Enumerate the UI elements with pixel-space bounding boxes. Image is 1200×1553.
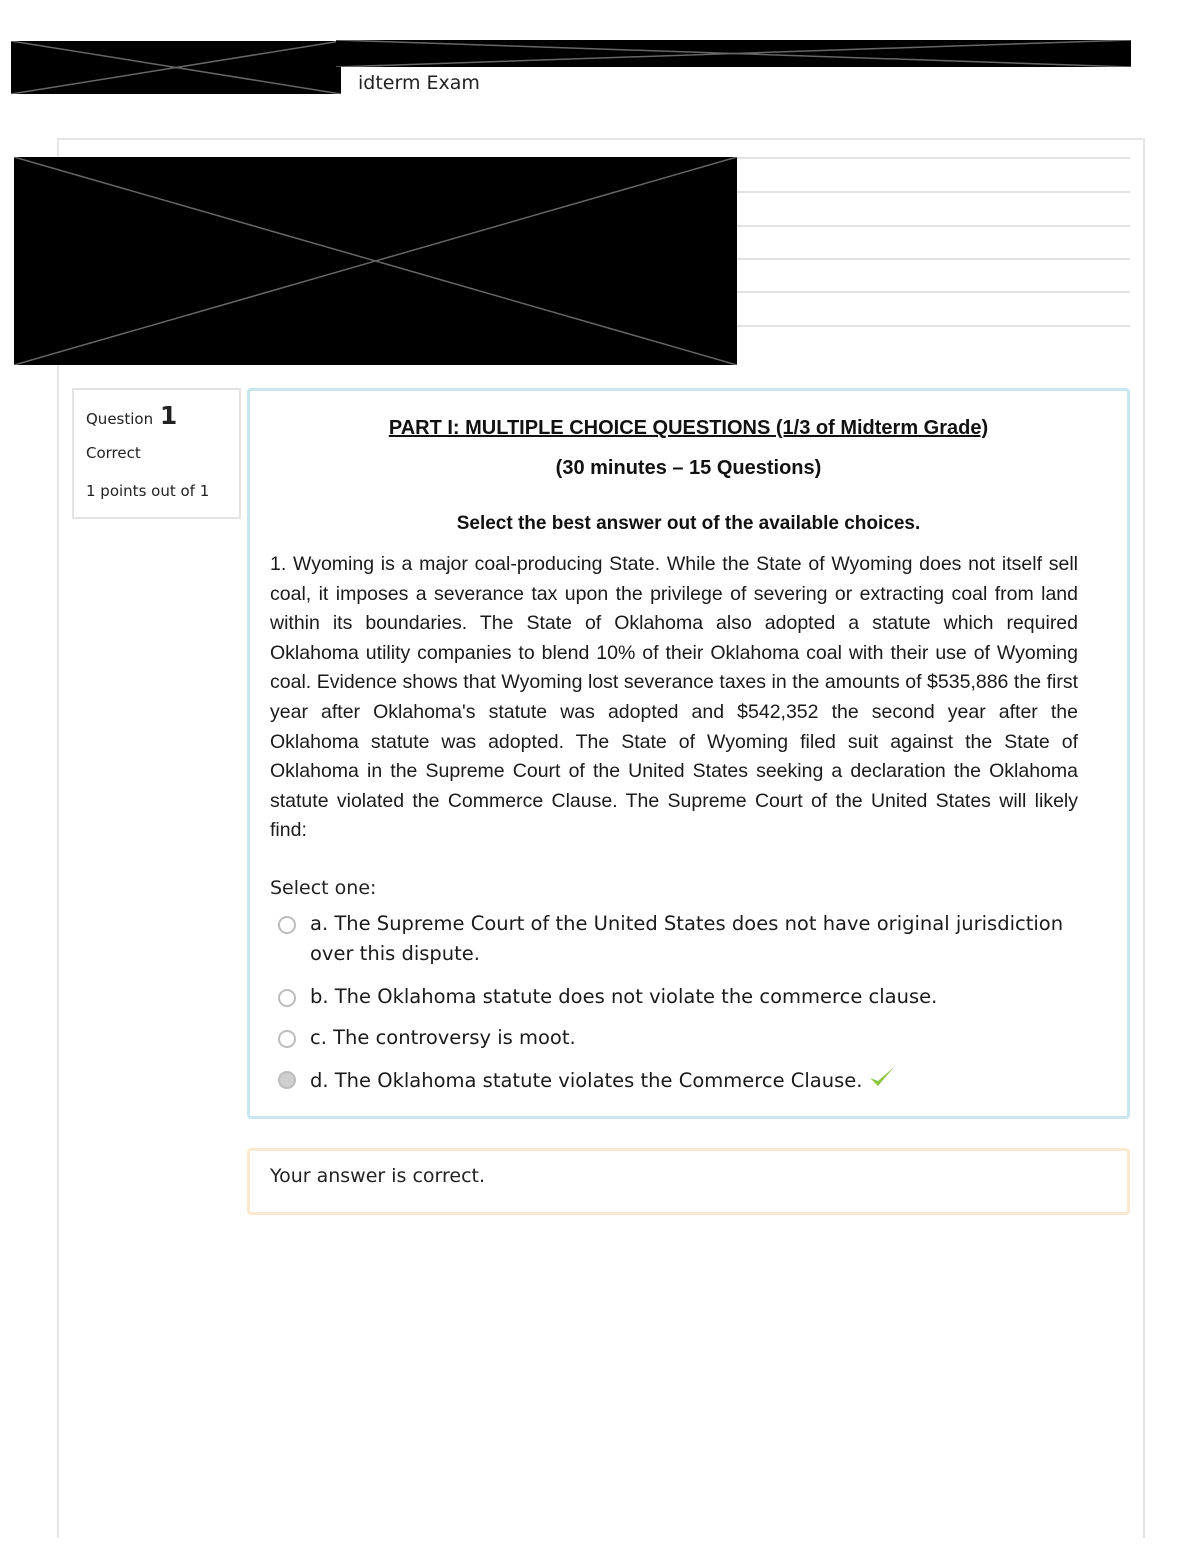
page-title: idterm Exam	[358, 72, 480, 94]
summary-divider	[737, 325, 1130, 327]
question-number-row	[86, 402, 227, 430]
summary-divider	[737, 191, 1130, 193]
feedback-text: Your answer is correct.	[270, 1165, 486, 1187]
select-one-prompt: Select one:	[270, 877, 377, 899]
question-subheading: (30 minutes – 15 Questions)	[555, 457, 822, 479]
question-heading-text: PART I: MULTIPLE CHOICE QUESTIONS (1/3 of Midterm Grade)	[388, 417, 989, 439]
radio-option-d[interactable]	[278, 1071, 296, 1089]
radio-option-c[interactable]	[278, 1030, 296, 1048]
radio-option-a[interactable]	[278, 916, 296, 934]
summary-divider	[737, 258, 1130, 260]
question-label: Question	[86, 410, 154, 428]
option-b-label: b. The Oklahoma statute does not violate the commerce clause.	[310, 985, 938, 1008]
option-d-label: d. The Oklahoma statute violates the Commerce Clause.	[310, 1069, 863, 1092]
question-card	[247, 388, 1130, 1119]
feedback-box	[247, 1148, 1130, 1215]
correct-check-icon	[868, 1064, 896, 1099]
question-status: Correct	[86, 444, 141, 462]
redacted-header-bar	[336, 40, 1131, 67]
summary-divider	[737, 291, 1130, 293]
option-c-label: c. The controversy is moot.	[310, 1026, 576, 1049]
summary-divider	[737, 157, 1130, 159]
option-d-label-wrap	[310, 1064, 1070, 1099]
question-points: 1 points out of 1	[86, 482, 210, 500]
question-heading	[250, 417, 1127, 440]
question-text: 1. Wyoming is a major coal-producing State. While the State of Wyoming does not itself sell coal, it imposes a severance tax upon the privilege of severing or extracting coal from land within its boundaries. The State of Oklahoma also adopted a statute which required Oklahoma utility companies to blend 10% of their Oklahoma coal with their use of Wyoming coal. Evidence shows that Wyoming lost severance taxes in the amounts of $535,886 the first year after Oklahoma's statute was adopted and $542,352 the second year after the Oklahoma statute was adopted. The State of Wyoming filed suit against the State of Oklahoma in the Supreme Court of the United States seeking a declaration the Oklahoma statute violated the Commerce Clause. The Supreme Court of the United States will likely find:	[270, 553, 1078, 842]
redacted-header-logo	[11, 41, 341, 94]
radio-option-b[interactable]	[278, 989, 296, 1007]
question-info	[72, 388, 241, 519]
summary-divider	[737, 225, 1130, 227]
question-instruction: Select the best answer out of the available choices.	[456, 513, 921, 534]
option-a-label: a. The Supreme Court of the United States does not have original jurisdiction over this dispute.	[310, 912, 1064, 965]
redacted-summary-block	[14, 157, 737, 365]
question-number: 1	[159, 401, 178, 430]
